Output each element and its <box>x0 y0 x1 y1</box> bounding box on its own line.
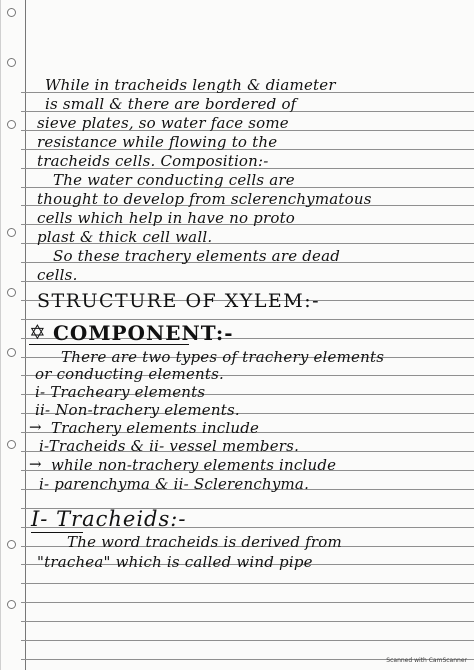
heading-underline <box>29 344 189 345</box>
note-line: i-Tracheids & ii- vessel members. <box>39 437 300 455</box>
note-line: There are two types of trachery elements <box>61 348 385 366</box>
note-line: is small & there are bordered of <box>45 95 297 113</box>
ruled-line <box>21 281 474 282</box>
note-line: thought to develop from sclerenchymatous <box>37 190 372 208</box>
structure-heading: STRUCTURE OF XYLEM:- <box>37 290 321 312</box>
punch-hole <box>7 540 16 549</box>
ruled-line <box>21 621 474 622</box>
arrow-icon: → <box>29 418 42 436</box>
punch-hole <box>7 348 16 357</box>
note-line: The water conducting cells are <box>53 171 295 189</box>
punch-hole <box>7 58 16 67</box>
ruled-line <box>21 319 474 320</box>
note-line: cells. <box>37 266 78 284</box>
ruled-line <box>21 640 474 641</box>
arrow-icon: → <box>29 455 42 473</box>
punch-hole <box>7 288 16 297</box>
punch-hole <box>7 8 16 17</box>
note-line: plast & thick cell wall. <box>37 228 213 246</box>
punch-hole <box>7 228 16 237</box>
scanner-watermark: Scanned with CamScanner <box>386 657 467 664</box>
note-line: So these trachery elements are dead <box>53 247 341 265</box>
note-line: i- parenchyma & ii- Sclerenchyma. <box>39 475 310 493</box>
punch-hole <box>7 120 16 129</box>
note-line: cells which help in have no proto <box>37 209 296 227</box>
note-line: While in tracheids length & diameter <box>45 76 336 94</box>
star-icon: ✡ <box>29 320 46 344</box>
ruled-line <box>21 583 474 584</box>
note-line: ii- Non-trachery elements. <box>35 401 240 419</box>
note-line: sieve plates, so water face some <box>37 114 289 132</box>
note-line: The word tracheids is derived from <box>67 533 342 551</box>
punch-hole <box>7 440 16 449</box>
tracheids-heading: I- Tracheids:- <box>31 507 187 531</box>
ruled-line <box>21 602 474 603</box>
note-line: while non-trachery elements include <box>51 456 337 474</box>
note-line: tracheids cells. Composition:- <box>37 152 269 170</box>
punch-hole <box>7 600 16 609</box>
note-line: or conducting elements. <box>35 365 224 383</box>
note-line: i- Tracheary elements <box>35 383 206 401</box>
note-line: Trachery elements include <box>51 419 260 437</box>
component-heading: COMPONENT:- <box>53 321 234 345</box>
margin-line <box>25 0 26 670</box>
note-line: "trachea" which is called wind pipe <box>37 553 313 571</box>
note-line: resistance while flowing to the <box>37 133 278 151</box>
